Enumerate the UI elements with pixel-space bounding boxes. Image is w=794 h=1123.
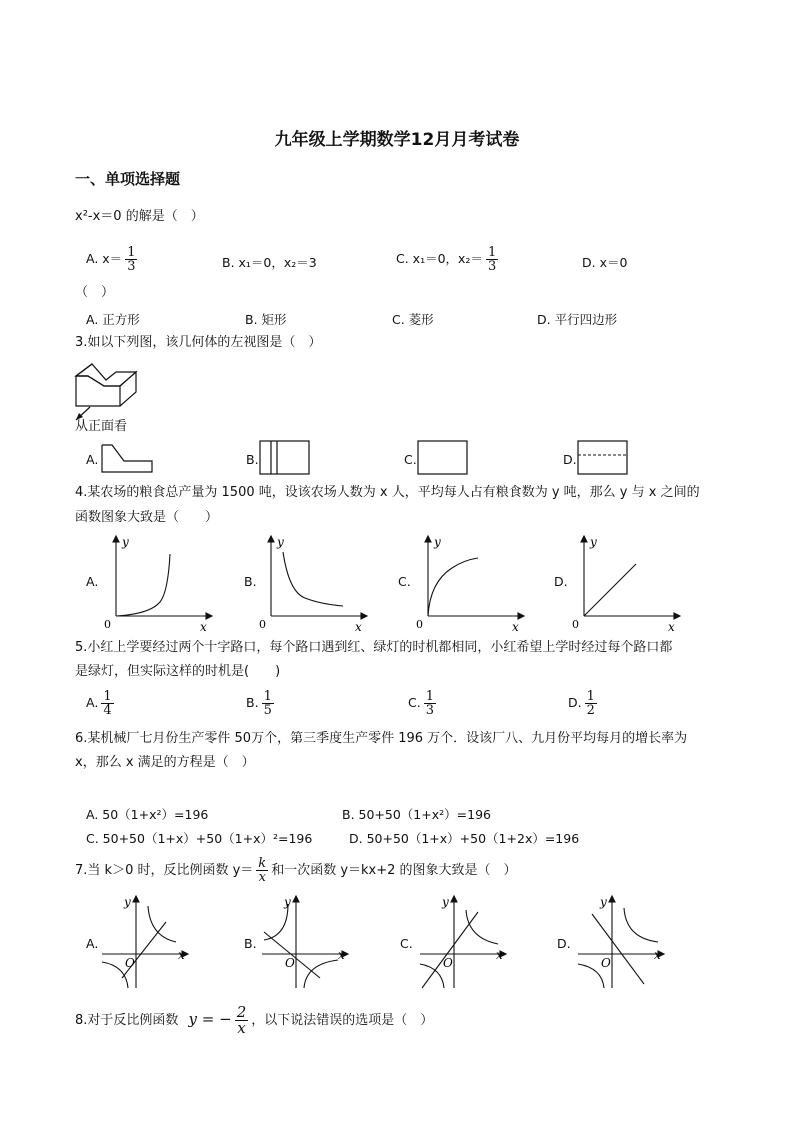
q4-c-y-label: y: [434, 535, 441, 549]
q3-option-c-figure[interactable]: [416, 439, 470, 477]
q8-fraction: $\frac{2}{x}$: [236, 1003, 247, 1037]
front-view-caption: 从正面看: [75, 419, 128, 434]
q7-c-origin: O: [443, 956, 453, 970]
q1-a-fraction: $\frac{1}{3}$: [127, 245, 136, 274]
q5-stem-line2: 是绿灯，但实际这样的时机是( ): [75, 664, 281, 679]
q3-stem: 3.如以下列图，该几何体的左视图是（ ）: [75, 335, 322, 350]
q4-a-x-label: x: [200, 620, 207, 634]
q7-stem: 7.当 k＞0 时，反比例函数 y＝ $\frac{k}{x}$ 和一次函数 y＝kx+2 的图象大致是（ ）: [75, 856, 517, 885]
q8-formula: y = −: [188, 1010, 232, 1028]
section-heading: 一、单项选择题: [75, 170, 181, 188]
q2-option-c[interactable]: C. 菱形: [392, 312, 434, 327]
q7-c-y-label: y: [442, 895, 449, 909]
q6-option-b[interactable]: B. 50+50（1+x²）=196: [342, 807, 491, 822]
q7-b-x-label: x: [338, 948, 345, 962]
q7-option-a-label[interactable]: A.: [86, 936, 99, 951]
q4-graph-d[interactable]: [568, 532, 688, 636]
q4-c-origin: 0: [416, 618, 423, 631]
q7-b-y-label: y: [284, 895, 291, 909]
q3-option-c-label[interactable]: C.: [404, 452, 417, 467]
q7-graph-c[interactable]: [416, 892, 512, 992]
q5-stem-line1: 5.小红上学要经过两个十字路口，每个路口遇到红、绿灯的时机都相同，小红希望上学时经过每个路口都: [75, 640, 673, 655]
q4-option-d-label[interactable]: D.: [554, 574, 568, 589]
q4-c-x-label: x: [512, 620, 519, 634]
q4-a-origin: 0: [104, 618, 111, 631]
q3-option-a-label[interactable]: A.: [86, 452, 99, 467]
q3-option-b-figure[interactable]: [258, 439, 312, 477]
q4-a-y-label: y: [122, 535, 129, 549]
q7-a-y-label: y: [124, 895, 131, 909]
q4-option-c-label[interactable]: C.: [398, 574, 411, 589]
q6-option-c[interactable]: C. 50+50（1+x）+50（1+x）²=196: [86, 831, 313, 846]
q7-d-origin: O: [601, 956, 611, 970]
q3-option-d-figure[interactable]: [576, 439, 630, 477]
q4-d-x-label: x: [668, 620, 675, 634]
q7-d-x-label: x: [654, 948, 661, 962]
q4-d-y-label: y: [590, 535, 597, 549]
q4-d-origin: 0: [572, 618, 579, 631]
q5-option-c[interactable]: C. $\frac{1}{3}$: [408, 689, 434, 718]
q1-option-b[interactable]: B. x₁＝0，x₂＝3: [222, 255, 317, 270]
q4-b-origin: 0: [259, 618, 266, 631]
q7-a-origin: O: [125, 956, 135, 970]
q6-option-d[interactable]: D. 50+50（1+x）+50（1+2x）=196: [349, 831, 580, 846]
q7-graph-d[interactable]: [574, 892, 670, 992]
q5-option-a[interactable]: A. $\frac{1}{4}$: [86, 689, 112, 718]
q7-graph-b[interactable]: [258, 892, 354, 992]
q7-option-b-label[interactable]: B.: [244, 936, 257, 951]
q3-option-d-label[interactable]: D.: [563, 452, 577, 467]
q8-stem: 8.对于反比例函数 y = − $\frac{2}{x}$ ，以下说法错误的选项是（ ）: [75, 1003, 434, 1037]
q1-c-fraction: $\frac{1}{3}$: [487, 245, 497, 274]
q3-option-a-figure[interactable]: [100, 443, 156, 475]
q6-stem-line1: 6.某机械厂七月份生产零件 50万个，第三季度生产零件 196 万个．设该厂八、九月份平均每月的增长率为: [75, 731, 688, 746]
q6-option-a[interactable]: A. 50（1+x²）=196: [86, 807, 209, 822]
q2-stem: （ ）: [75, 285, 115, 300]
page-title: 九年级上学期数学12月月考试卷: [274, 130, 520, 150]
q2-option-a[interactable]: A. 正方形: [86, 312, 140, 327]
q4-graph-c[interactable]: [412, 532, 532, 636]
q4-b-x-label: x: [355, 620, 362, 634]
q5-option-b[interactable]: B. $\frac{1}{5}$: [246, 689, 272, 718]
q6-stem-line2: x，那么 x 满足的方程是（ ）: [75, 755, 255, 770]
q1-option-d[interactable]: D. x＝0: [582, 255, 628, 270]
q4-stem-line2: 函数图象大致是（ ）: [75, 510, 219, 525]
q7-b-origin: O: [285, 956, 295, 970]
q1-option-a[interactable]: A. x＝ $\frac{1}{3}$: [86, 245, 136, 274]
q1-stem: x²-x＝0 的解是（ ）: [75, 209, 204, 224]
q7-c-x-label: x: [496, 948, 503, 962]
q4-stem-line1: 4.某农场的粮食总产量为 1500 吨，设该农场人数为 x 人，平均每人占有粮食数为 y 吨，那么 y 与 x 之间的: [75, 485, 700, 500]
q4-b-y-label: y: [277, 535, 284, 549]
q2-option-b[interactable]: B. 矩形: [245, 312, 287, 327]
q7-d-y-label: y: [600, 895, 607, 909]
q7-fraction: $\frac{k}{x}$: [258, 856, 267, 885]
q7-option-c-label[interactable]: C.: [400, 936, 413, 951]
q1-option-c[interactable]: C. x₁＝0，x₂＝ $\frac{1}{3}$: [396, 245, 497, 274]
q5-option-d[interactable]: D. $\frac{1}{2}$: [568, 689, 595, 718]
q4-option-b-label[interactable]: B.: [244, 574, 257, 589]
q4-graph-b[interactable]: [255, 532, 375, 636]
q4-graph-a[interactable]: [100, 532, 220, 636]
q7-graph-a[interactable]: [98, 892, 194, 992]
q7-option-d-label[interactable]: D.: [557, 936, 571, 951]
q4-option-a-label[interactable]: A.: [86, 574, 99, 589]
q2-option-d[interactable]: D. 平行四边形: [537, 312, 618, 327]
q7-a-x-label: x: [178, 948, 185, 962]
q3-option-b-label[interactable]: B.: [246, 452, 259, 467]
